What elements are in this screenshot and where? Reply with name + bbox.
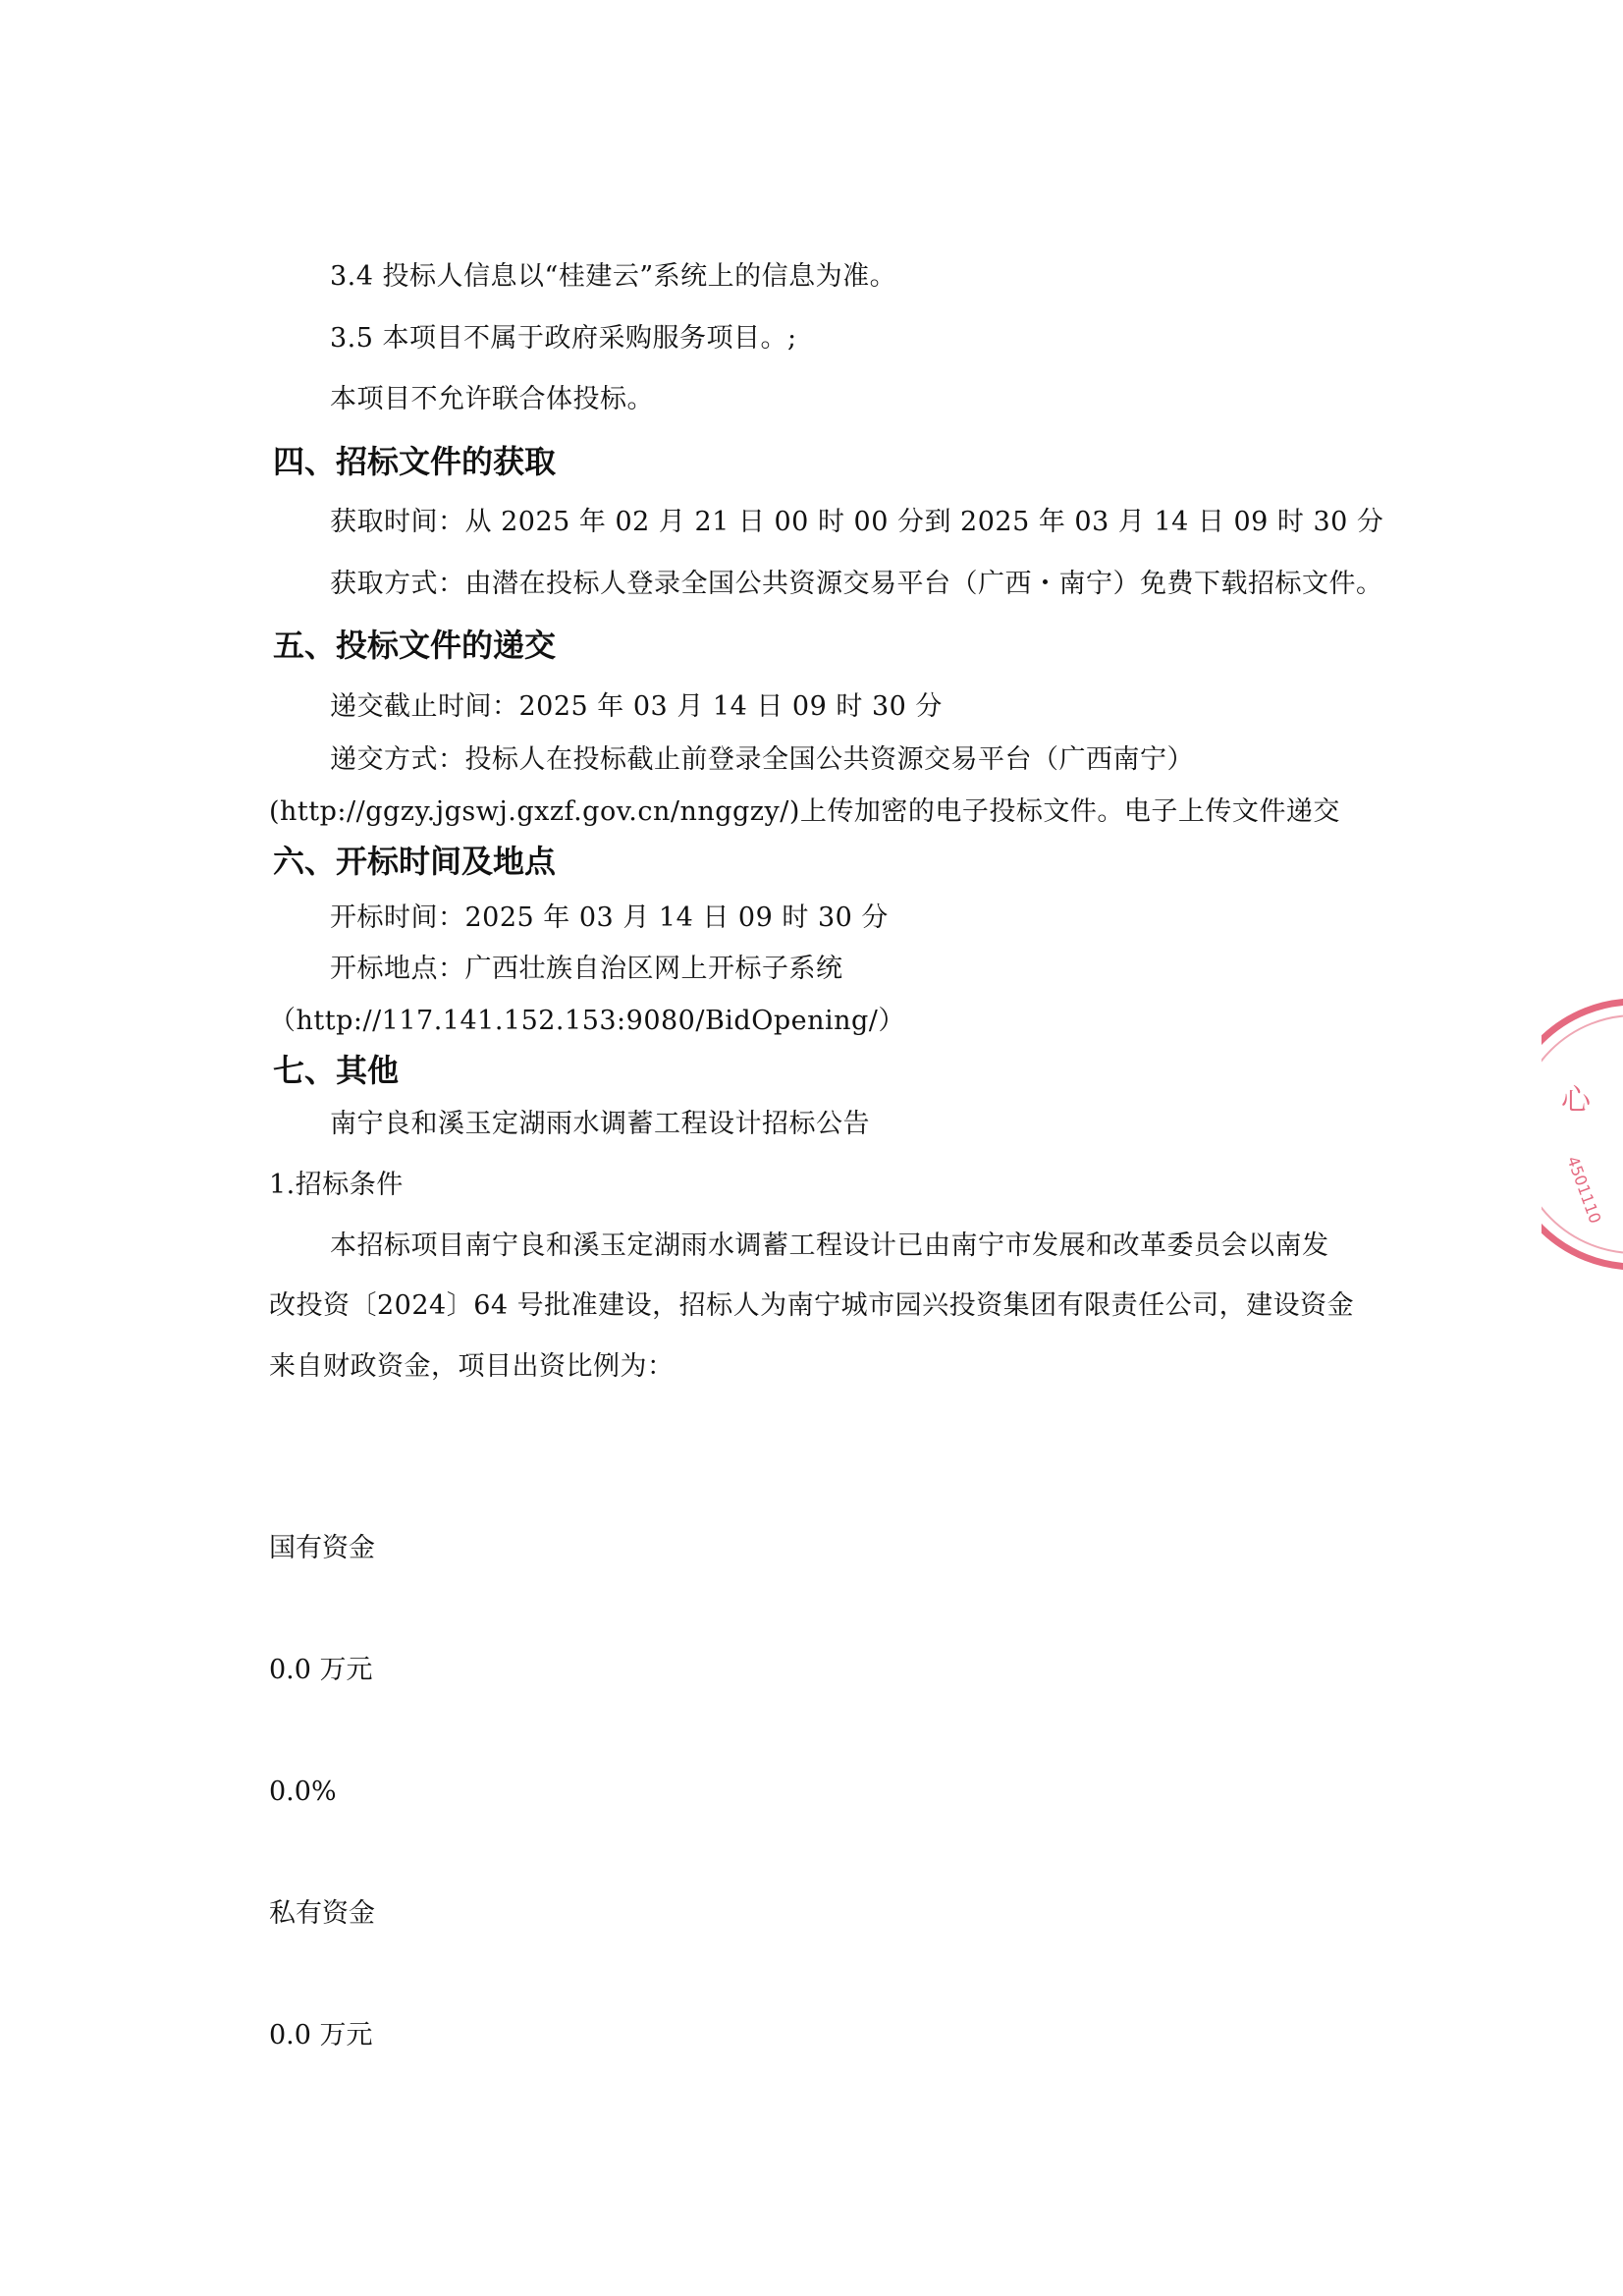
private-funds-amount: 0.0 万元: [269, 2020, 373, 2050]
tender-conditions-para-1: 本招标项目南宁良和溪玉定湖雨水调蓄工程设计已由南宁市发展和改革委员会以南发: [330, 1230, 1329, 1261]
section-7-heading: 七、其他: [273, 1052, 400, 1089]
clause-3-5: 3.5 本项目不属于政府采购服务项目。;: [330, 323, 797, 354]
private-funds-label: 私有资金: [269, 1898, 375, 1929]
submit-method: 递交方式：投标人在投标截止前登录全国公共资源交易平台（广西南宁）: [330, 744, 1194, 775]
seal-code: 4501110: [1563, 1153, 1605, 1227]
notice-title: 南宁良和溪玉定湖雨水调蓄工程设计招标公告: [330, 1109, 870, 1139]
opening-place: 开标地点：广西壮族自治区网上开标子系统: [330, 954, 843, 984]
section-5-heading: 五、投标文件的递交: [273, 627, 557, 664]
tender-conditions-heading: 1.招标条件: [269, 1170, 404, 1200]
seal-graphic: [1542, 992, 1623, 1277]
submit-deadline: 递交截止时间：2025 年 03 月 14 日 09 时 30 分: [330, 691, 943, 722]
state-funds-amount: 0.0 万元: [269, 1655, 373, 1685]
company-seal-stamp: [1542, 992, 1623, 1277]
opening-url: （http://117.141.152.153:9080/BidOpening/）: [269, 1006, 905, 1036]
submit-url-line: (http://ggzy.jgswj.gxzf.gov.cn/nnggzy/)上传加密的电子投标文件。电子上传文件递交: [269, 796, 1340, 827]
section-6-heading: 六、开标时间及地点: [273, 843, 557, 880]
section-4-heading: 四、招标文件的获取: [273, 443, 557, 480]
opening-time: 开标时间：2025 年 03 月 14 日 09 时 30 分: [330, 902, 889, 933]
tender-conditions-para-2: 改投资〔2024〕64 号批准建设，招标人为南宁城市园兴投资集团有限责任公司，建设资金: [269, 1290, 1355, 1321]
joint-bid-note: 本项目不允许联合体投标。: [330, 384, 654, 414]
acquire-method: 获取方式：由潜在投标人登录全国公共资源交易平台（广西・南宁）免费下载招标文件。: [330, 569, 1383, 599]
seal-char: 心: [1561, 1083, 1591, 1118]
state-funds-ratio: 0.0%: [269, 1777, 337, 1807]
clause-3-4: 3.4 投标人信息以“桂建云”系统上的信息为准。: [330, 261, 897, 292]
tender-conditions-para-3: 来自财政资金，项目出资比例为：: [269, 1351, 675, 1382]
acquire-time: 获取时间：从 2025 年 02 月 21 日 00 时 00 分到 2025 年 03 月 14 日 09 时 30 分: [330, 507, 1384, 537]
state-funds-label: 国有资金: [269, 1533, 375, 1563]
